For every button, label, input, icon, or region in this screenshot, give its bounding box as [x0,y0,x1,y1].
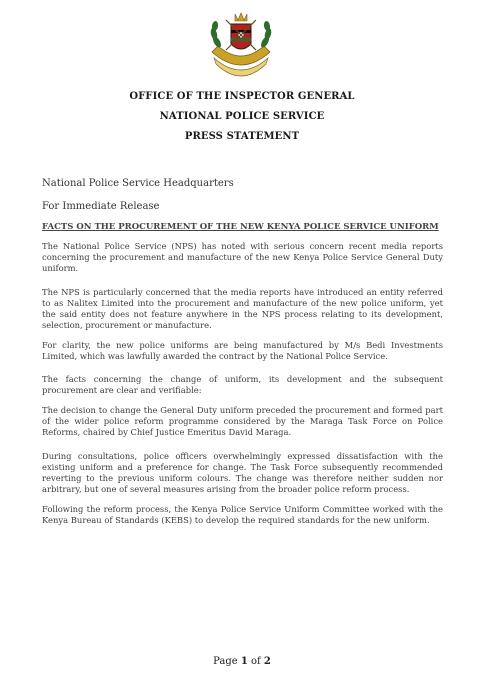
document-type-heading: PRESS STATEMENT [184,131,300,142]
paragraph: The NPS is particularly concerned that the media reports have introduced an entity referred to as Nalitex Limited into the procurement and manufacture of the new police uniform, yet the said entity does not feature anywhere in the NPS process relating to its development, selection, procurement or manufacture. [42,287,443,330]
service-heading: NATIONAL POLICE SERVICE [159,111,325,122]
national-police-service-emblem-icon [204,8,278,82]
statement-title: FACTS ON THE PROCUREMENT OF THE NEW KENYA POLICE SERVICE UNIFORM [42,222,439,232]
release-line: For Immediate Release [42,201,160,212]
paragraph: Following the reform process, the Kenya Police Service Uniform Committee worked with the Kenya Bureau of Standards (KEBS) to develop the required standards for the new uniform. [42,504,443,525]
page-of: of [251,656,261,667]
paragraph: The National Police Service (NPS) has noted with serious concern recent media reports concerning the procurement and manufacture of the new Kenya Police Service General Duty uniform. [42,241,443,273]
paragraph: During consultations, police officers overwhelmingly expressed dissatisfaction with the existing uniform and a preference for change. The Task Force subsequently recommended reverting to the previous uniform colours. The change was therefore neither sudden nor arbitrary, but one of several measures arising from the broader police reform process. [42,451,443,494]
page-total: 2 [263,656,271,667]
paragraph: For clarity, the new police uniforms are being manufactured by M/s Bedi Investments Limited, which was lawfully awarded the contract by the National Police Service. [42,340,443,361]
page-current: 1 [240,656,248,667]
page-label: Page [213,656,238,667]
office-heading: OFFICE OF THE INSPECTOR GENERAL [129,91,355,102]
location-line: National Police Service Headquarters [42,178,234,189]
paragraph: The decision to change the General Duty uniform preceded the procurement and formed part of the wider police reform programme considered by the Maraga Task Force on Police Reforms, chaired by Chief Justice Emeritus David Maraga. [42,405,443,437]
paragraph: The facts concerning the change of uniform, its development and the subsequent procurement are clear and verifiable: [42,374,443,395]
page-number [0,656,484,667]
